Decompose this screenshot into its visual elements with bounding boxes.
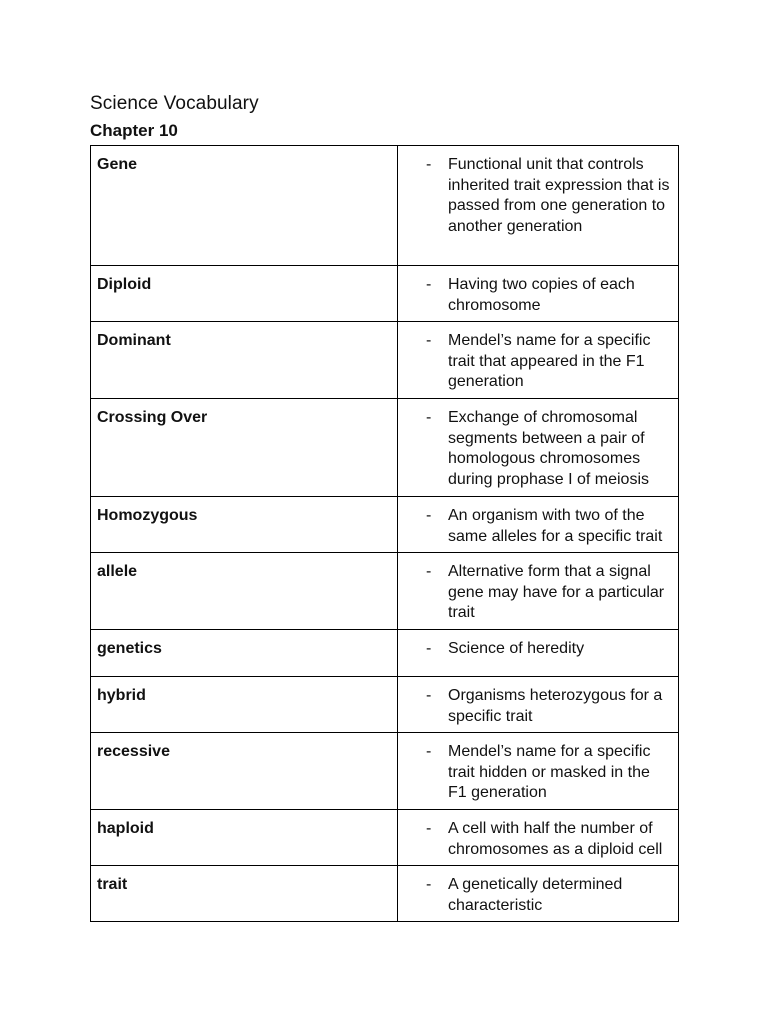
vocab-definition: An organism with two of the same alleles for a specific trait [448, 507, 663, 545]
document-subtitle: Chapter 10 [90, 121, 178, 140]
vocab-term: Dominant [91, 322, 398, 399]
dash-bullet: - [426, 156, 432, 173]
vocab-definition-cell [398, 733, 679, 810]
dash-bullet: - [426, 332, 432, 349]
vocab-definition-cell [398, 146, 679, 266]
vocab-definition: Mendel’s name for a specific trait that appeared in the F1 generation [448, 332, 651, 391]
vocab-definition: Functional unit that controls inherited trait expression that is passed from one generation to another generation [448, 156, 670, 236]
vocab-term: hybrid [91, 677, 398, 733]
table-row [91, 810, 679, 866]
dash-bullet: - [426, 563, 432, 580]
table-row [91, 266, 679, 322]
dash-bullet: - [426, 743, 432, 760]
table-row [91, 553, 679, 630]
vocab-term: genetics [91, 630, 398, 677]
dash-bullet: - [426, 820, 432, 837]
vocab-definition: Organisms heterozygous for a specific trait [448, 687, 663, 725]
vocab-definition: A cell with half the number of chromosomes as a diploid cell [448, 820, 663, 858]
vocab-definition: Mendel’s name for a specific trait hidden or masked in the F1 generation [448, 743, 651, 802]
vocab-definition-cell [398, 322, 679, 399]
table-row [91, 322, 679, 399]
vocab-definition-cell [398, 677, 679, 733]
vocab-definition-cell [398, 866, 679, 922]
dash-bullet: - [426, 876, 432, 893]
vocab-definition: A genetically determined characteristic [448, 876, 623, 914]
table-row [91, 146, 679, 266]
vocabulary-table [90, 145, 679, 922]
vocab-term: allele [91, 553, 398, 630]
vocab-definition-cell [398, 553, 679, 630]
vocab-definition: Having two copies of each chromosome [448, 276, 635, 314]
document-title: Science Vocabulary [90, 93, 259, 114]
vocab-term: recessive [91, 733, 398, 810]
table-row [91, 630, 679, 677]
vocab-definition-cell [398, 266, 679, 322]
dash-bullet: - [426, 507, 432, 524]
vocab-term: Homozygous [91, 497, 398, 553]
vocab-term: Crossing Over [91, 399, 398, 497]
vocab-term: Gene [91, 146, 398, 266]
vocab-term: trait [91, 866, 398, 922]
vocab-term: Diploid [91, 266, 398, 322]
table-row [91, 677, 679, 733]
dash-bullet: - [426, 276, 432, 293]
vocab-definition-cell [398, 497, 679, 553]
dash-bullet: - [426, 687, 432, 704]
table-row [91, 866, 679, 922]
vocab-term: haploid [91, 810, 398, 866]
vocab-definition: Science of heredity [448, 640, 585, 657]
vocab-definition-cell [398, 399, 679, 497]
dash-bullet: - [426, 409, 432, 426]
vocab-definition: Alternative form that a signal gene may have for a particular trait [448, 563, 665, 622]
vocab-definition-cell [398, 810, 679, 866]
vocab-definition-cell [398, 630, 679, 677]
table-row [91, 399, 679, 497]
vocab-definition: Exchange of chromosomal segments between a pair of homologous chromosomes during prophase I of meiosis [448, 409, 649, 489]
table-row [91, 497, 679, 553]
table-row [91, 733, 679, 810]
dash-bullet: - [426, 640, 432, 657]
